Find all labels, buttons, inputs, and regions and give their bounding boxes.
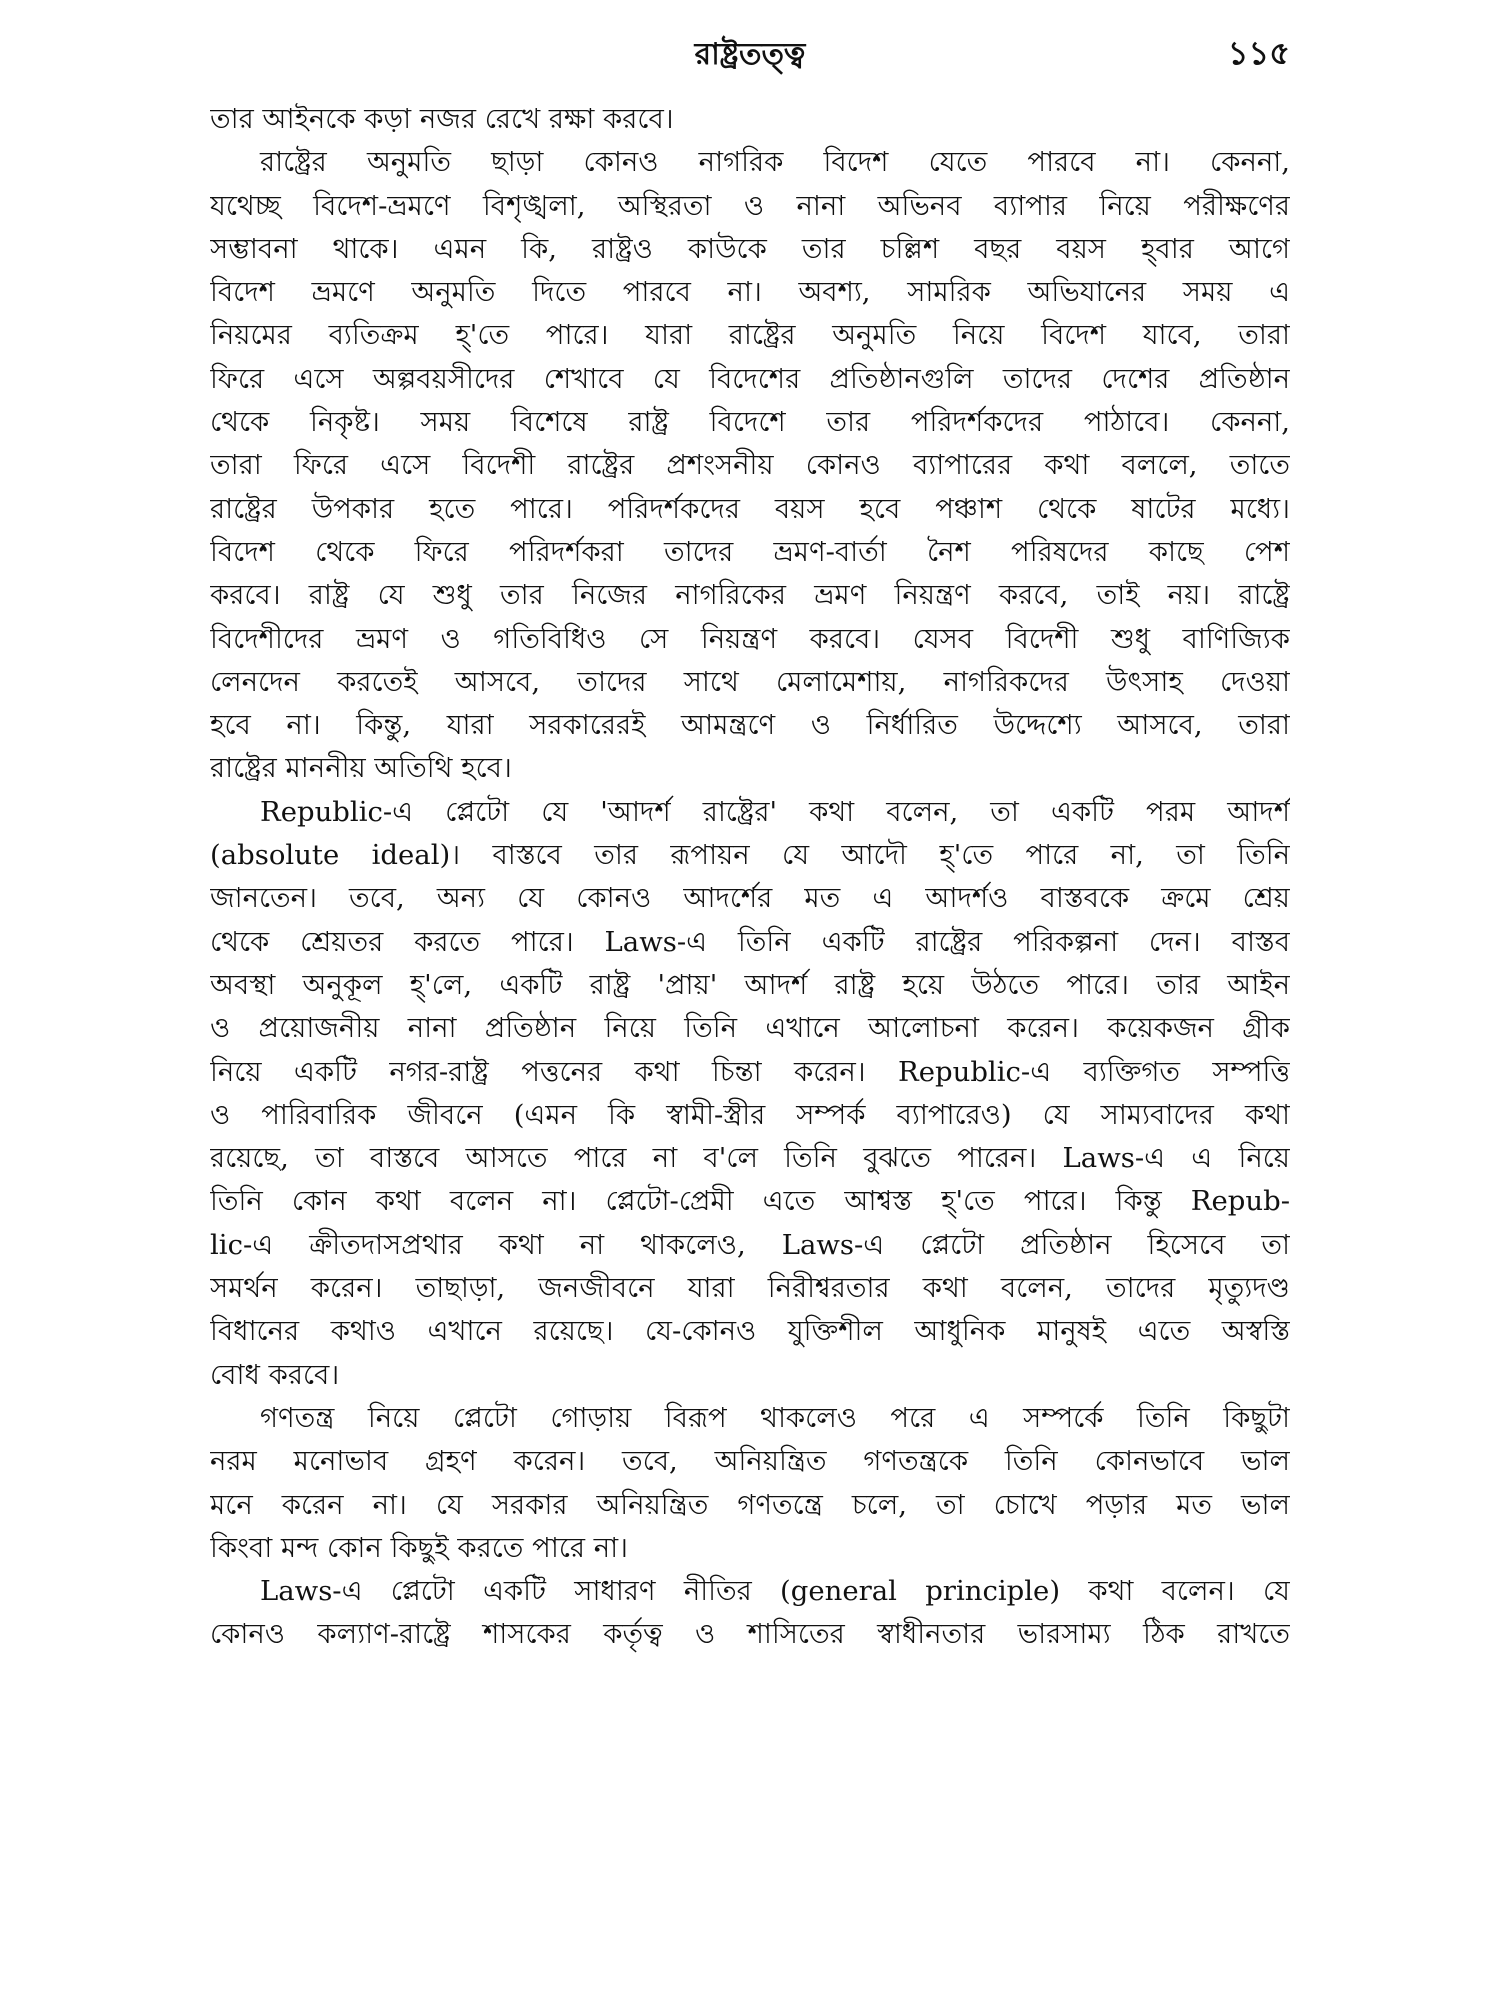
text-line: জানতেন। তবে, অন্য যে কোনও আদর্শের মত এ আদর্শও বাস্তবকে ক্রমে শ্রেয় [210,882,1290,915]
text-line: করবে। রাষ্ট্র যে শুধু তার নিজের নাগরিকের ভ্রমণ নিয়ন্ত্রণ করবে, তাই নয়। রাষ্ট্রে [210,579,1290,612]
paragraph-start-line: গণতন্ত্র নিয়ে প্লেটো গোড়ায় বিরূপ থাকলেও পরে এ সম্পর্কে তিনি কিছুটা [260,1401,1290,1434]
text-line: সম্ভাবনা থাকে। এমন কি, রাষ্ট্রও কাউকে তার চল্লিশ বছর বয়স হ্‌বার আগে [210,232,1290,265]
text-line: তার আইনকে কড়া নজর রেখে রক্ষা করবে। [210,103,674,135]
paragraph-end-line: রাষ্ট্রের মাননীয় অতিথি হবে। [210,752,512,785]
text-line: লেনদেন করতেই আসবে, তাদের সাথে মেলামেশায়, নাগরিকদের উৎসাহ দেওয়া [210,665,1290,698]
text-line: নিয়ে একটি নগর-রাষ্ট্র পত্তনের কথা চিন্তা করেন। Republic-এ ব্যক্তিগত সম্পত্তি [210,1055,1290,1088]
paragraph-start-line: Laws-এ প্লেটো একটি সাধারণ নীতির (general principle) কথা বলেন। যে [260,1575,1290,1608]
paragraph-end-line: বোধ করবে। [210,1358,340,1391]
text-line: অবস্থা অনুকূল হ্‌'লে, একটি রাষ্ট্র 'প্রায়' আদর্শ রাষ্ট্র হয়ে উঠতে পারে। তার আইন [210,968,1290,1001]
running-title: রাষ্ট্রতত্ত্ব [694,37,806,72]
text-line: নরম মনোভাব গ্রহণ করেন। তবে, অনিয়ন্ত্রিত গণতন্ত্রকে তিনি কোনভাবে ভাল [210,1445,1290,1478]
text-line: তিনি কোন কথা বলেন না। প্লেটো-প্রেমী এতে আশ্বস্ত হ্‌'তে পারে। কিন্তু Repub- [210,1185,1290,1218]
text-line: সমর্থন করেন। তাছাড়া, জনজীবনে যারা নিরীশ্বরতার কথা বলেন, তাদের মৃত্যুদণ্ড [210,1272,1290,1305]
paragraph-start-line: রাষ্ট্রের অনুমতি ছাড়া কোনও নাগরিক বিদেশ যেতে পারবে না। কেননা, [260,146,1290,179]
text-line: lic-এ ক্রীতদাসপ্রথার কথা না থাকলেও, Laws-এ প্লেটো প্রতিষ্ঠান হিসেবে তা [210,1228,1290,1261]
text-line: মনে করেন না। যে সরকার অনিয়ন্ত্রিত গণতন্ত্রে চলে, তা চোখে পড়ার মত ভাল [210,1488,1290,1521]
paragraph-end-line: কিংবা মন্দ কোন কিছুই করতে পারে না। [210,1531,628,1564]
text-line: বিদেশ ভ্রমণে অনুমতি দিতে পারবে না। অবশ্য, সামরিক অভিযানের সময় এ [210,276,1290,309]
page-header [210,22,1290,82]
text-line: যথেচ্ছ বিদেশ-ভ্রমণে বিশৃঙ্খলা, অস্থিরতা ও নানা অভিনব ব্যাপার নিয়ে পরীক্ষণের [210,189,1290,222]
text-line: হবে না। কিন্তু, যারা সরকারেরই আমন্ত্রণে ও নির্ধারিত উদ্দেশ্যে আসবে, তারা [210,709,1290,742]
page-number: ১১৫ [1227,34,1290,72]
text-line: কোনও কল্যাণ-রাষ্ট্রে শাসকের কর্তৃত্ব ও শাসিতের স্বাধীনতার ভারসাম্য ঠিক রাখতে [210,1618,1290,1651]
text-line: বিদেশীদের ভ্রমণ ও গতিবিধিও সে নিয়ন্ত্রণ করবে। যেসব বিদেশী শুধু বাণিজ্যিক [210,622,1290,655]
text-line: বিধানের কথাও এখানে রয়েছে। যে-কোনও যুক্তিশীল আধুনিক মানুষই এতে অস্বস্তি [210,1315,1290,1348]
text-line: তারা ফিরে এসে বিদেশী রাষ্ট্রের প্রশংসনীয় কোনও ব্যাপারের কথা বললে, তাতে [210,449,1290,482]
body-text [210,98,1290,1657]
text-line: রয়েছে, তা বাস্তবে আসতে পারে না ব'লে তিনি বুঝতে পারেন। Laws-এ এ নিয়ে [210,1142,1290,1175]
text-line: থেকে নিকৃষ্ট। সময় বিশেষে রাষ্ট্র বিদেশে তার পরিদর্শকদের পাঠাবে। কেননা, [210,406,1290,439]
text-line: ও প্রয়োজনীয় নানা প্রতিষ্ঠান নিয়ে তিনি এখানে আলোচনা করেন। কয়েকজন গ্রীক [210,1012,1290,1045]
text-line: (absolute ideal)। বাস্তবে তার রূপায়ন যে আদৌ হ্‌'তে পারে না, তা তিনি [210,839,1290,872]
text-line: থেকে শ্রেয়তর করতে পারে। Laws-এ তিনি একটি রাষ্ট্রের পরিকল্পনা দেন। বাস্তব [210,925,1290,958]
text-line: ফিরে এসে অল্পবয়সীদের শেখাবে যে বিদেশের প্রতিষ্ঠানগুলি তাদের দেশের প্রতিষ্ঠান [210,362,1290,395]
text-line: ও পারিবারিক জীবনে (এমন কি স্বামী-স্ত্রীর সম্পর্ক ব্যাপারেও) যে সাম্যবাদের কথা [210,1098,1290,1131]
text-line: রাষ্ট্রের উপকার হতে পারে। পরিদর্শকদের বয়স হবে পঞ্চাশ থেকে ষাটের মধ্যে। [210,492,1290,525]
paragraph-start-line: Republic-এ প্লেটো যে 'আদর্শ রাষ্ট্রের' কথা বলেন, তা একটি পরম আদর্শ [260,795,1290,828]
text-line: নিয়মের ব্যতিক্রম হ্‌'তে পারে। যারা রাষ্ট্রের অনুমতি নিয়ে বিদেশ যাবে, তারা [210,319,1290,352]
text-line: বিদেশ থেকে ফিরে পরিদর্শকরা তাদের ভ্রমণ-বার্তা নৈশ পরিষদের কাছে পেশ [210,535,1290,568]
